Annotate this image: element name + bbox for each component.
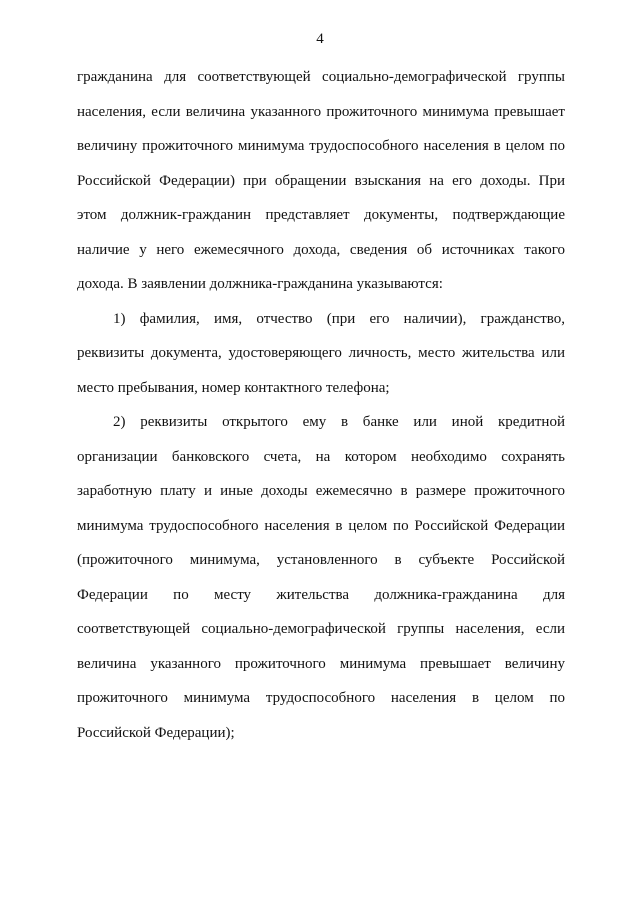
- list-item-2: [77, 405, 565, 750]
- document-body: [77, 60, 565, 750]
- text-line: организации банковского счета, на котором необходимо сохранять: [77, 448, 565, 465]
- text-line: заработную плату и иные доходы ежемесячно в размере прожиточного: [77, 483, 565, 499]
- text-line: этом должник-гражданин представляет документы, подтверждающие: [77, 207, 565, 223]
- text-line: дохода. В заявлении должника-гражданина указываются:: [77, 276, 443, 292]
- text-line: населения, если величина указанного прожиточного минимума превышает: [77, 103, 565, 120]
- text-line: величину прожиточного минимума трудоспособного населения в целом по: [77, 138, 565, 154]
- text-line: наличие у него ежемесячного дохода, сведения об источниках такого: [77, 241, 565, 258]
- text-line: прожиточного минимума трудоспособного населения в целом по: [77, 690, 565, 706]
- text-line: Федерации по месту жительства должника-гражданина для: [77, 586, 565, 603]
- text-line: Российской Федерации) при обращении взыскания на его доходы. При: [77, 172, 565, 189]
- text-line: место пребывания, номер контактного телефона;: [77, 379, 390, 396]
- text-line: величина указанного прожиточного минимума превышает величину: [77, 655, 565, 672]
- list-item-1: [77, 302, 565, 406]
- text-line: 2) реквизиты открытого ему в банке или иной кредитной: [113, 414, 565, 430]
- text-line: Российской Федерации);: [77, 724, 235, 741]
- paragraph-continuation: [77, 60, 565, 302]
- text-line: реквизиты документа, удостоверяющего личность, место жительства или: [77, 345, 565, 361]
- text-line: гражданина для соответствующей социально-демографической группы: [77, 69, 565, 85]
- text-line: соответствующей социально-демографической группы населения, если: [77, 621, 565, 637]
- page-number: 4: [316, 31, 324, 47]
- text-line: минимума трудоспособного населения в целом по Российской Федерации: [77, 517, 565, 534]
- text-line: 1) фамилия, имя, отчество (при его наличии), гражданство,: [113, 310, 565, 327]
- text-line: (прожиточного минимума, установленного в субъекте Российской: [77, 552, 565, 568]
